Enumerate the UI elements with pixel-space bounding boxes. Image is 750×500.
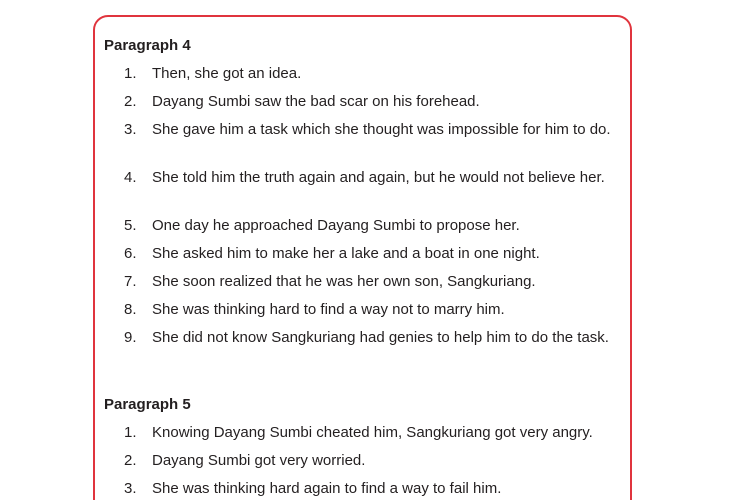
item-text: She told him the truth again and again, but he would not believe her. xyxy=(152,169,605,186)
item-number: 2. xyxy=(124,452,137,469)
paragraph-4-heading: Paragraph 4 xyxy=(104,37,191,54)
item-text: She was thinking hard again to find a way to fail him. xyxy=(152,480,502,497)
item-number: 4. xyxy=(124,169,137,186)
item-number: 1. xyxy=(124,424,137,441)
item-number: 9. xyxy=(124,329,137,346)
item-text: Knowing Dayang Sumbi cheated him, Sangkuriang got very angry. xyxy=(152,424,593,441)
paragraph-5-heading: Paragraph 5 xyxy=(104,396,191,413)
item-text: She did not know Sangkuriang had genies to help him to do the task. xyxy=(152,329,609,346)
item-text: One day he approached Dayang Sumbi to propose her. xyxy=(152,217,520,234)
item-number: 1. xyxy=(124,65,137,82)
item-text: Then, she got an idea. xyxy=(152,65,302,82)
item-number: 3. xyxy=(124,121,137,138)
item-number: 3. xyxy=(124,480,137,497)
item-text: She was thinking hard to find a way not to marry him. xyxy=(152,301,505,318)
item-text: She asked him to make her a lake and a boat in one night. xyxy=(152,245,540,262)
item-number: 8. xyxy=(124,301,137,318)
item-text: She gave him a task which she thought was impossible for him to do. xyxy=(152,121,611,138)
item-number: 6. xyxy=(124,245,137,262)
item-text: Dayang Sumbi got very worried. xyxy=(152,452,366,469)
item-number: 2. xyxy=(124,93,137,110)
item-text: Dayang Sumbi saw the bad scar on his forehead. xyxy=(152,93,480,110)
item-number: 5. xyxy=(124,217,137,234)
item-number: 7. xyxy=(124,273,137,290)
item-text: She soon realized that he was her own son, Sangkuriang. xyxy=(152,273,536,290)
